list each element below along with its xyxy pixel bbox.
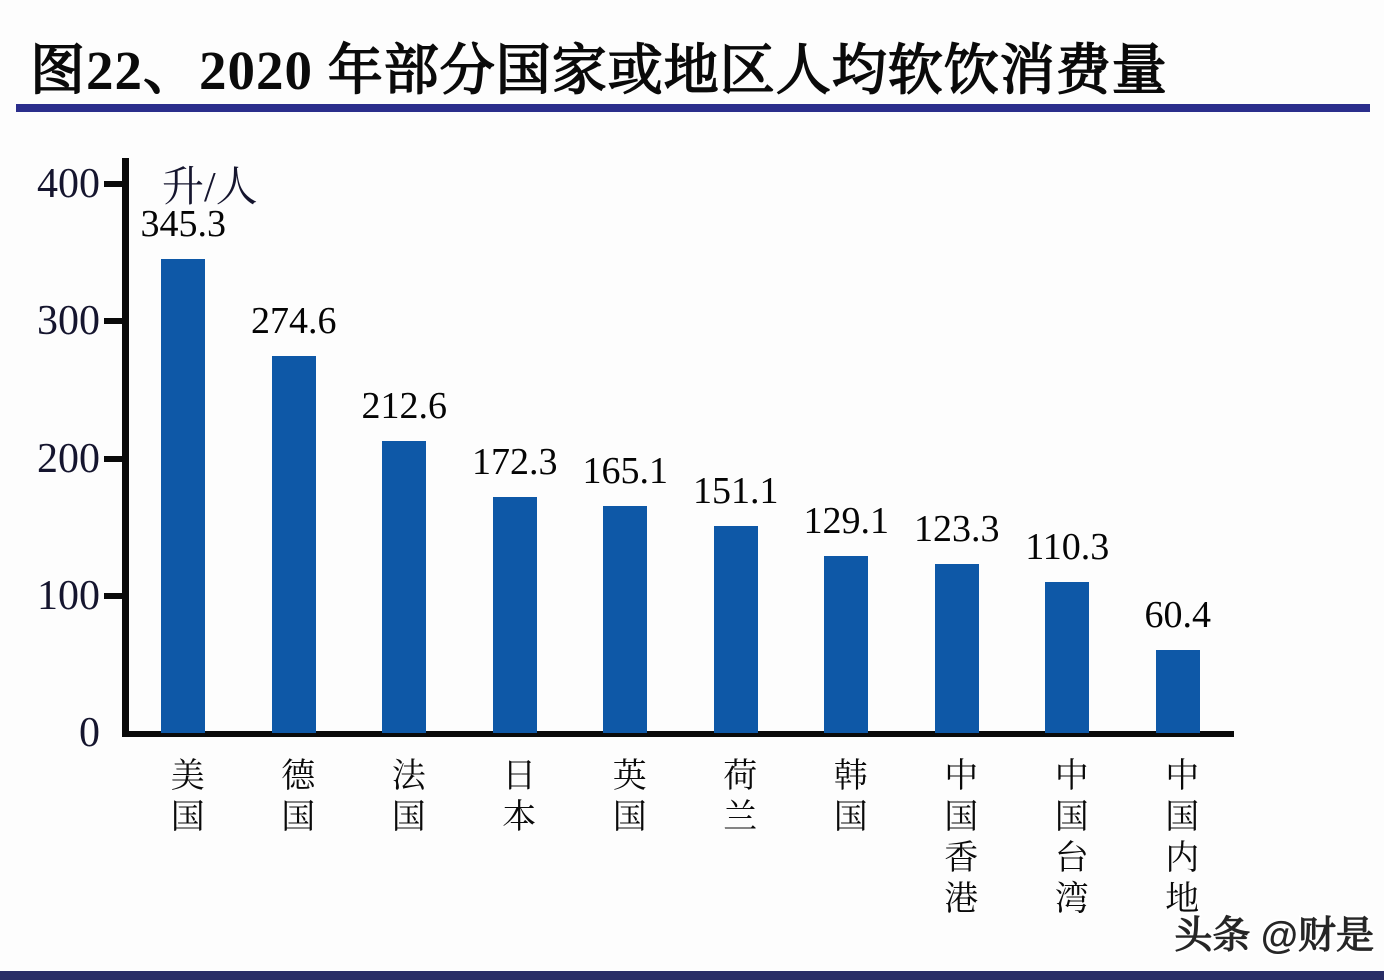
category-label: 荷兰 — [717, 757, 755, 839]
bar-value-label: 110.3 — [1025, 525, 1110, 568]
bar — [493, 497, 537, 733]
figure-title: 图22、2020 年部分国家或地区人均软饮消费量 — [30, 40, 1168, 101]
bar-value-label: 274.6 — [251, 300, 337, 343]
bar — [1045, 582, 1089, 733]
y-axis-line — [122, 158, 129, 737]
bar-value-label: 165.1 — [582, 450, 668, 493]
category-label: 法国 — [386, 757, 424, 839]
y-tick-label: 300 — [37, 298, 100, 345]
y-axis-unit-label: 升/人 — [162, 165, 258, 211]
category-label: 英国 — [607, 757, 645, 839]
bar — [161, 259, 205, 733]
category-label: 韩国 — [828, 757, 866, 839]
y-tick-label: 200 — [37, 435, 100, 482]
y-axis-tick — [104, 318, 123, 324]
category-label: 美国 — [165, 757, 203, 839]
bar-value-label: 345.3 — [140, 203, 226, 246]
y-axis-tick — [104, 181, 123, 187]
bottom-divider-bar — [0, 971, 1384, 980]
category-label: 中国香港 — [938, 757, 976, 921]
bar — [824, 556, 868, 733]
bar — [382, 441, 426, 733]
bar-value-label: 212.6 — [361, 385, 447, 428]
category-label: 中国台湾 — [1049, 757, 1087, 921]
y-tick-label: 400 — [37, 161, 100, 208]
bar-value-label: 123.3 — [914, 507, 1000, 550]
bar-value-label: 60.4 — [1144, 594, 1211, 637]
category-label: 日本 — [496, 757, 534, 839]
bar-value-label: 129.1 — [803, 499, 889, 542]
bar-value-label: 172.3 — [472, 440, 558, 483]
y-axis-tick — [104, 456, 123, 462]
bar — [714, 526, 758, 733]
y-axis-tick — [104, 593, 123, 599]
bar — [1156, 650, 1200, 733]
bar — [603, 506, 647, 733]
bar — [935, 564, 979, 733]
watermark-text: 头条 @财是 — [1174, 915, 1374, 957]
y-tick-label: 100 — [37, 572, 100, 619]
y-tick-label: 0 — [79, 710, 100, 756]
category-label: 中国内地 — [1159, 757, 1197, 921]
bar — [272, 356, 316, 733]
bar-value-label: 151.1 — [693, 469, 779, 512]
category-label: 德国 — [275, 757, 313, 839]
